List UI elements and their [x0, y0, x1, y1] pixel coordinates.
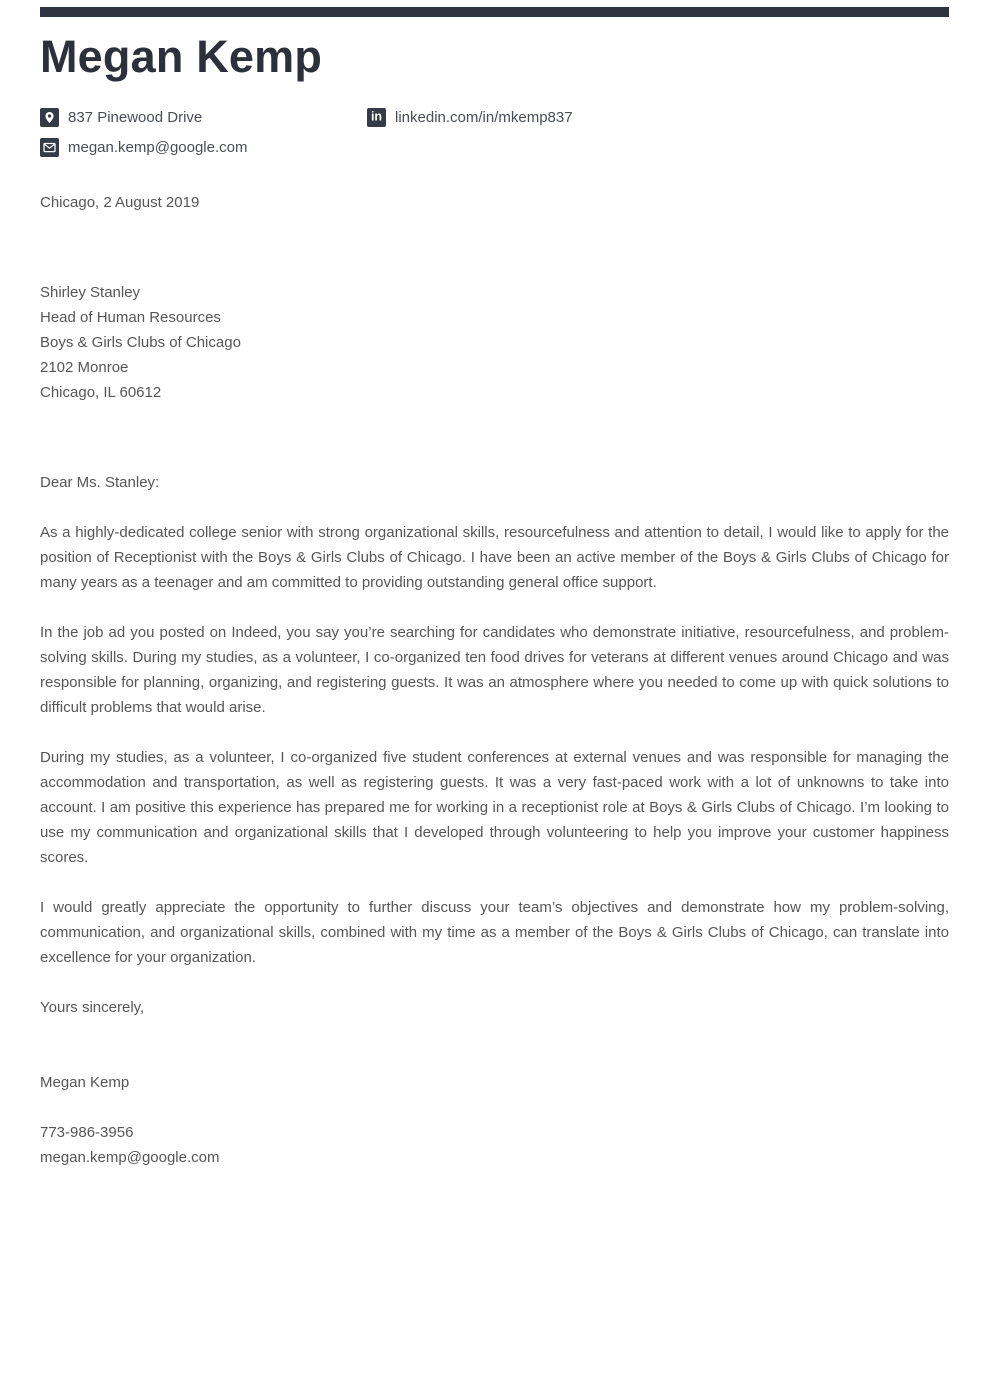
recipient-block	[40, 280, 949, 405]
recipient-company: Boys & Girls Clubs of Chicago	[40, 334, 241, 351]
recipient-name: Shirley Stanley	[40, 284, 141, 301]
contact-section	[40, 108, 949, 168]
contact-email-text: megan.kemp@google.com	[68, 139, 248, 156]
contact-linkedin-text: linkedin.com/in/mkemp837	[395, 109, 573, 126]
envelope-icon	[40, 138, 59, 157]
top-accent-bar	[40, 7, 949, 17]
recipient-city: Chicago, IL 60612	[40, 384, 162, 401]
linkedin-icon	[367, 108, 386, 127]
closing-line: Yours sincerely,	[40, 999, 145, 1016]
page-title: Megan Kemp	[40, 31, 323, 82]
contact-linkedin	[367, 108, 949, 127]
signature-contact-block	[40, 1120, 949, 1170]
salutation: Dear Ms. Stanley:	[40, 474, 160, 491]
signature-name: Megan Kemp	[40, 1074, 130, 1091]
contact-address-text: 837 Pinewood Drive	[68, 109, 203, 126]
contact-email	[40, 138, 367, 157]
body-paragraph-4: I would greatly appreciate the opportunity to further discuss your team’s objectives and demonstrate how my problem-solving, communication, and organizational skills, combined with my time as a member of the Boys & Girls Clubs of Chicago, can translate into excellence for your organization.	[40, 899, 949, 966]
location-pin-icon	[40, 108, 59, 127]
signature-phone: 773-986-3956	[40, 1124, 134, 1141]
body-paragraph-2: In the job ad you posted on Indeed, you say you’re searching for candidates who demonstrate initiative, resourcefulness, and problem-solving skills. During my studies, as a volunteer, I co-organized ten food drives for veterans at different venues around Chicago and was responsible for planning, organizing, and registering guests. It was an atmosphere where you needed to come up with quick solutions to difficult problems that would arise.	[40, 624, 949, 716]
contact-address	[40, 108, 367, 127]
body-paragraph-3: During my studies, as a volunteer, I co-organized five student conferences at external venues and was responsible for managing the accommodation and transportation, as well as registering guests. It was a very fast-paced work with a lot of unknowns to take into account. I am positive this experience has prepared me for working in a receptionist role at Boys & Girls Clubs of Chicago. I’m looking to use my communication and organizational skills that I developed through volunteering to help you improve your customer happiness scores.	[40, 749, 949, 866]
recipient-street: 2102 Monroe	[40, 359, 129, 376]
signature-email: megan.kemp@google.com	[40, 1149, 220, 1166]
body-paragraph-1: As a highly-dedicated college senior with strong organizational skills, resourcefulness and attention to detail, I would like to apply for the position of Receptionist with the Boys & Girls Clubs of Chicago. I have been an active member of the Boys & Girls Clubs of Chicago for many years as a teenager and am committed to providing outstanding general office support.	[40, 524, 949, 591]
recipient-title: Head of Human Resources	[40, 309, 221, 326]
date-line: Chicago, 2 August 2019	[40, 194, 200, 211]
linkedin-icon-glyph: in	[370, 109, 383, 124]
